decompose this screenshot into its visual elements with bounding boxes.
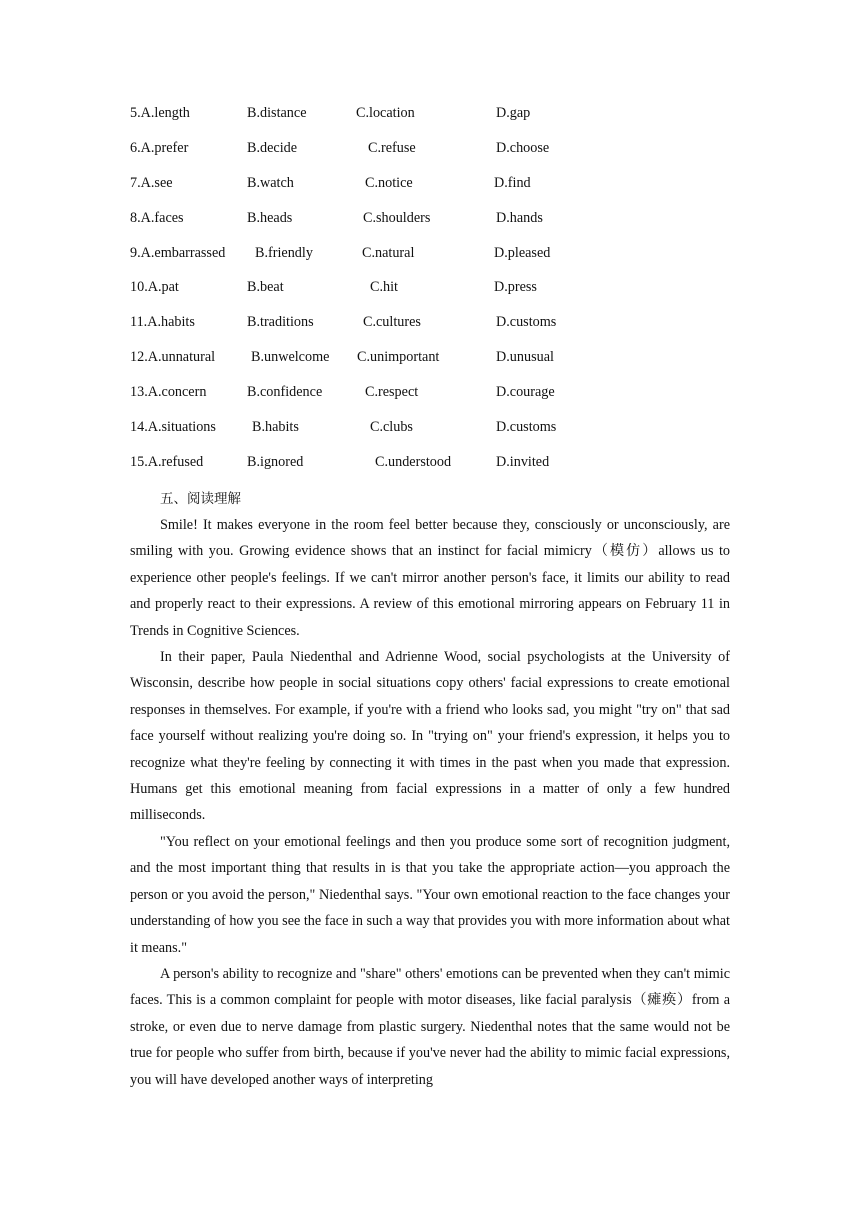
- option-d: D.courage: [496, 384, 555, 401]
- option-c: C.notice: [365, 174, 413, 191]
- option-d: D.customs: [496, 314, 557, 331]
- option-c: C.clubs: [370, 419, 413, 436]
- option-d: D.hands: [496, 209, 543, 226]
- option-row: [130, 345, 730, 380]
- option-c: C.cultures: [363, 314, 421, 331]
- option-b: B.habits: [252, 419, 299, 436]
- option-a: 7.A.see: [130, 174, 173, 191]
- option-b: B.beat: [247, 279, 284, 296]
- option-row: [130, 206, 730, 241]
- option-d: D.gap: [496, 105, 531, 121]
- option-c: C.location: [356, 105, 415, 121]
- option-d: D.customs: [496, 419, 557, 436]
- option-a: 8.A.faces: [130, 209, 184, 226]
- reading-passage: [130, 512, 730, 1093]
- option-b: B.decide: [247, 139, 298, 156]
- option-row: [130, 310, 730, 345]
- option-row: [130, 136, 730, 171]
- option-b: B.watch: [247, 174, 294, 191]
- option-c: C.refuse: [368, 139, 416, 156]
- option-b: B.unwelcome: [251, 349, 330, 366]
- option-d: D.press: [494, 279, 537, 296]
- option-c: C.unimportant: [357, 349, 440, 366]
- option-a: 9.A.embarrassed: [130, 244, 226, 261]
- option-row: [130, 241, 730, 276]
- option-c: C.natural: [362, 244, 415, 261]
- option-row: [130, 415, 730, 450]
- option-a: 13.A.concern: [130, 384, 207, 401]
- option-a: 6.A.prefer: [130, 139, 189, 156]
- option-b: B.traditions: [247, 314, 314, 331]
- option-row: [130, 171, 730, 206]
- option-a: 12.A.unnatural: [130, 349, 216, 366]
- option-b: B.friendly: [255, 244, 313, 261]
- option-d: D.unusual: [496, 349, 554, 366]
- option-b: B.distance: [247, 105, 307, 121]
- option-c: C.hit: [370, 279, 398, 296]
- option-b: B.heads: [247, 209, 293, 226]
- answer-options-list: [130, 101, 730, 485]
- option-a: 15.A.refused: [130, 453, 204, 470]
- option-a: 5.A.length: [130, 105, 190, 121]
- option-a: 14.A.situations: [130, 419, 216, 436]
- option-row: [130, 275, 730, 310]
- option-b: B.ignored: [247, 453, 304, 470]
- option-d: D.invited: [496, 453, 550, 470]
- passage-paragraph-2: In their paper, Paula Niedenthal and Adrienne Wood, social psychologists at the University of Wisconsin, describe how people in social situations copy others' facial expressions to create emotional responses in themselves. For example, if you're with a friend who looks sad, you might "try on" that sad face yourself without realizing you're doing so. In "trying on" your friend's expression, it helps you to recognize what they're feeling by connecting it with times in the past when you made that expression. Humans get this emotional meaning from facial expressions in a matter of only a few hundred milliseconds.: [130, 649, 730, 824]
- option-d: D.choose: [496, 139, 550, 156]
- option-c: C.understood: [375, 453, 452, 470]
- passage-paragraph-4: A person's ability to recognize and "share" others' emotions can be prevented when they can't mimic faces. This is a common complaint for people with motor diseases, like facial paralysis（瘫痪）from a stroke, or even due to nerve damage from plastic surgery. Niedenthal notes that the same would not be true for people who suffer from birth, because if you've never had the ability to mimic facial expressions, you will have developed another ways of interpreting: [130, 965, 730, 1088]
- option-a: 10.A.pat: [130, 279, 179, 296]
- option-c: C.shoulders: [363, 209, 431, 226]
- option-d: D.pleased: [494, 244, 551, 261]
- option-d: D.find: [494, 174, 531, 191]
- passage-paragraph-1: Smile! It makes everyone in the room feel better because they, consciously or unconsciously, are smiling with you. Growing evidence shows that an instinct for facial mimicry（模仿）allows us to experience other people's feelings. If we can't mirror another person's face, it limits our ability to read and properly react to their expressions. A review of this emotional mirroring appears on February 11 in Trends in Cognitive Sciences.: [130, 517, 730, 639]
- option-b: B.confidence: [247, 384, 323, 401]
- option-row: [130, 380, 730, 415]
- passage-paragraph-3: "You reflect on your emotional feelings and then you produce some sort of recognition judgment, and the most important thing that results in is that you take the appropriate action—you approach the person or you avoid the person," Niedenthal says. "Your own emotional reaction to the face changes your understanding of how you see the face in such a way that provides you with more information about what it means.": [130, 833, 730, 956]
- section-heading: 五、阅读理解: [160, 491, 241, 507]
- option-c: C.respect: [365, 384, 419, 401]
- option-row: [130, 450, 730, 485]
- option-row: [130, 101, 730, 136]
- option-a: 11.A.habits: [130, 314, 195, 331]
